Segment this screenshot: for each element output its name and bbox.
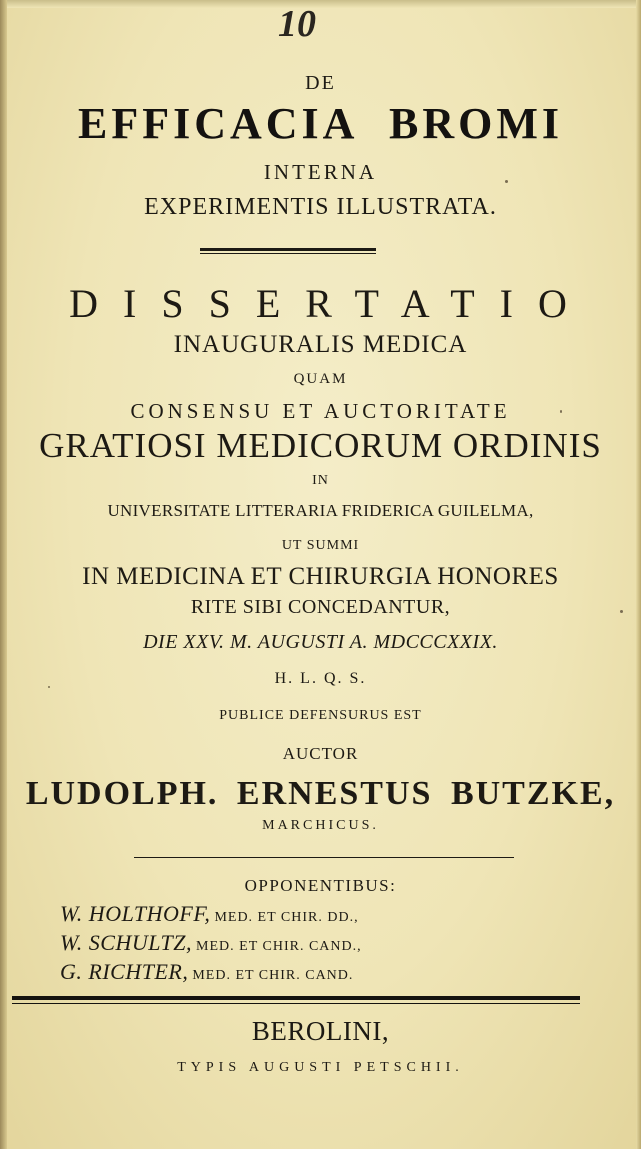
- quam-line: QUAM: [293, 371, 348, 387]
- opponent-title: MED. ET CHIR. CAND.: [192, 968, 354, 983]
- auctor-label: AUCTOR: [282, 744, 359, 763]
- opponents-heading: OPPONENTIBUS:: [244, 876, 397, 895]
- opponent-name: W. SCHULTZ,: [60, 930, 193, 955]
- page-top-edge: [0, 0, 641, 8]
- foxing-spot: [48, 686, 50, 688]
- foxing-spot: [560, 410, 562, 413]
- preposition-de: DE: [305, 72, 336, 94]
- opponent-title: MED. ET CHIR. DD.,: [214, 910, 359, 925]
- consensu-line: CONSENSU ET AUCTORITATE: [130, 399, 511, 423]
- imprint-city: BEROLINI,: [251, 1016, 390, 1046]
- handwritten-number: 10: [278, 3, 316, 45]
- author-name: LUDOLPH. ERNESTUS BUTZKE,: [25, 775, 616, 812]
- inauguralis-line: INAUGURALIS MEDICA: [173, 331, 468, 358]
- medicina-line: IN MEDICINA ET CHIRURGIA HONORES: [82, 563, 559, 590]
- foxing-spot: [620, 610, 623, 613]
- in-line: IN: [312, 473, 329, 488]
- thick-rule-divider: [12, 996, 580, 1004]
- ut-summi-line: UT SUMMI: [281, 538, 360, 553]
- opponent-row: [60, 932, 362, 954]
- opponent-row: [60, 903, 359, 925]
- single-rule-divider: [134, 857, 514, 858]
- opponent-title: MED. ET CHIR. CAND.,: [196, 939, 362, 954]
- subtitle-experimentis: EXPERIMENTIS ILLUSTRATA.: [144, 194, 497, 220]
- universitate-line: UNIVERSITATE LITTERARIA FRIDERICA GUILELMA,: [107, 501, 534, 520]
- gratiosi-line: GRATIOSI MEDICORUM ORDINIS: [39, 426, 602, 465]
- subtitle-interna: INTERNA: [263, 160, 378, 184]
- date-line: DIE XXV. M. AUGUSTI A. MDCCCXXIX.: [143, 631, 498, 653]
- main-title: EFFICACIA BROMI: [77, 99, 564, 148]
- opponent-name: W. HOLTHOFF,: [60, 901, 211, 926]
- double-rule-divider: [200, 248, 376, 254]
- foxing-spot: [505, 180, 508, 183]
- imprint-printer: TYPIS AUGUSTI PETSCHII.: [177, 1060, 464, 1075]
- dissertatio-heading: DISSERTATIO: [69, 281, 592, 326]
- rite-line: RITE SIBI CONCEDANTUR,: [190, 596, 451, 618]
- hlqs-line: H. L. Q. S.: [274, 670, 367, 687]
- opponent-name: G. RICHTER,: [60, 959, 189, 984]
- author-origin: MARCHICUS.: [262, 818, 379, 833]
- opponent-row: [60, 961, 353, 983]
- publice-line: PUBLICE DEFENSURUS EST: [219, 708, 422, 723]
